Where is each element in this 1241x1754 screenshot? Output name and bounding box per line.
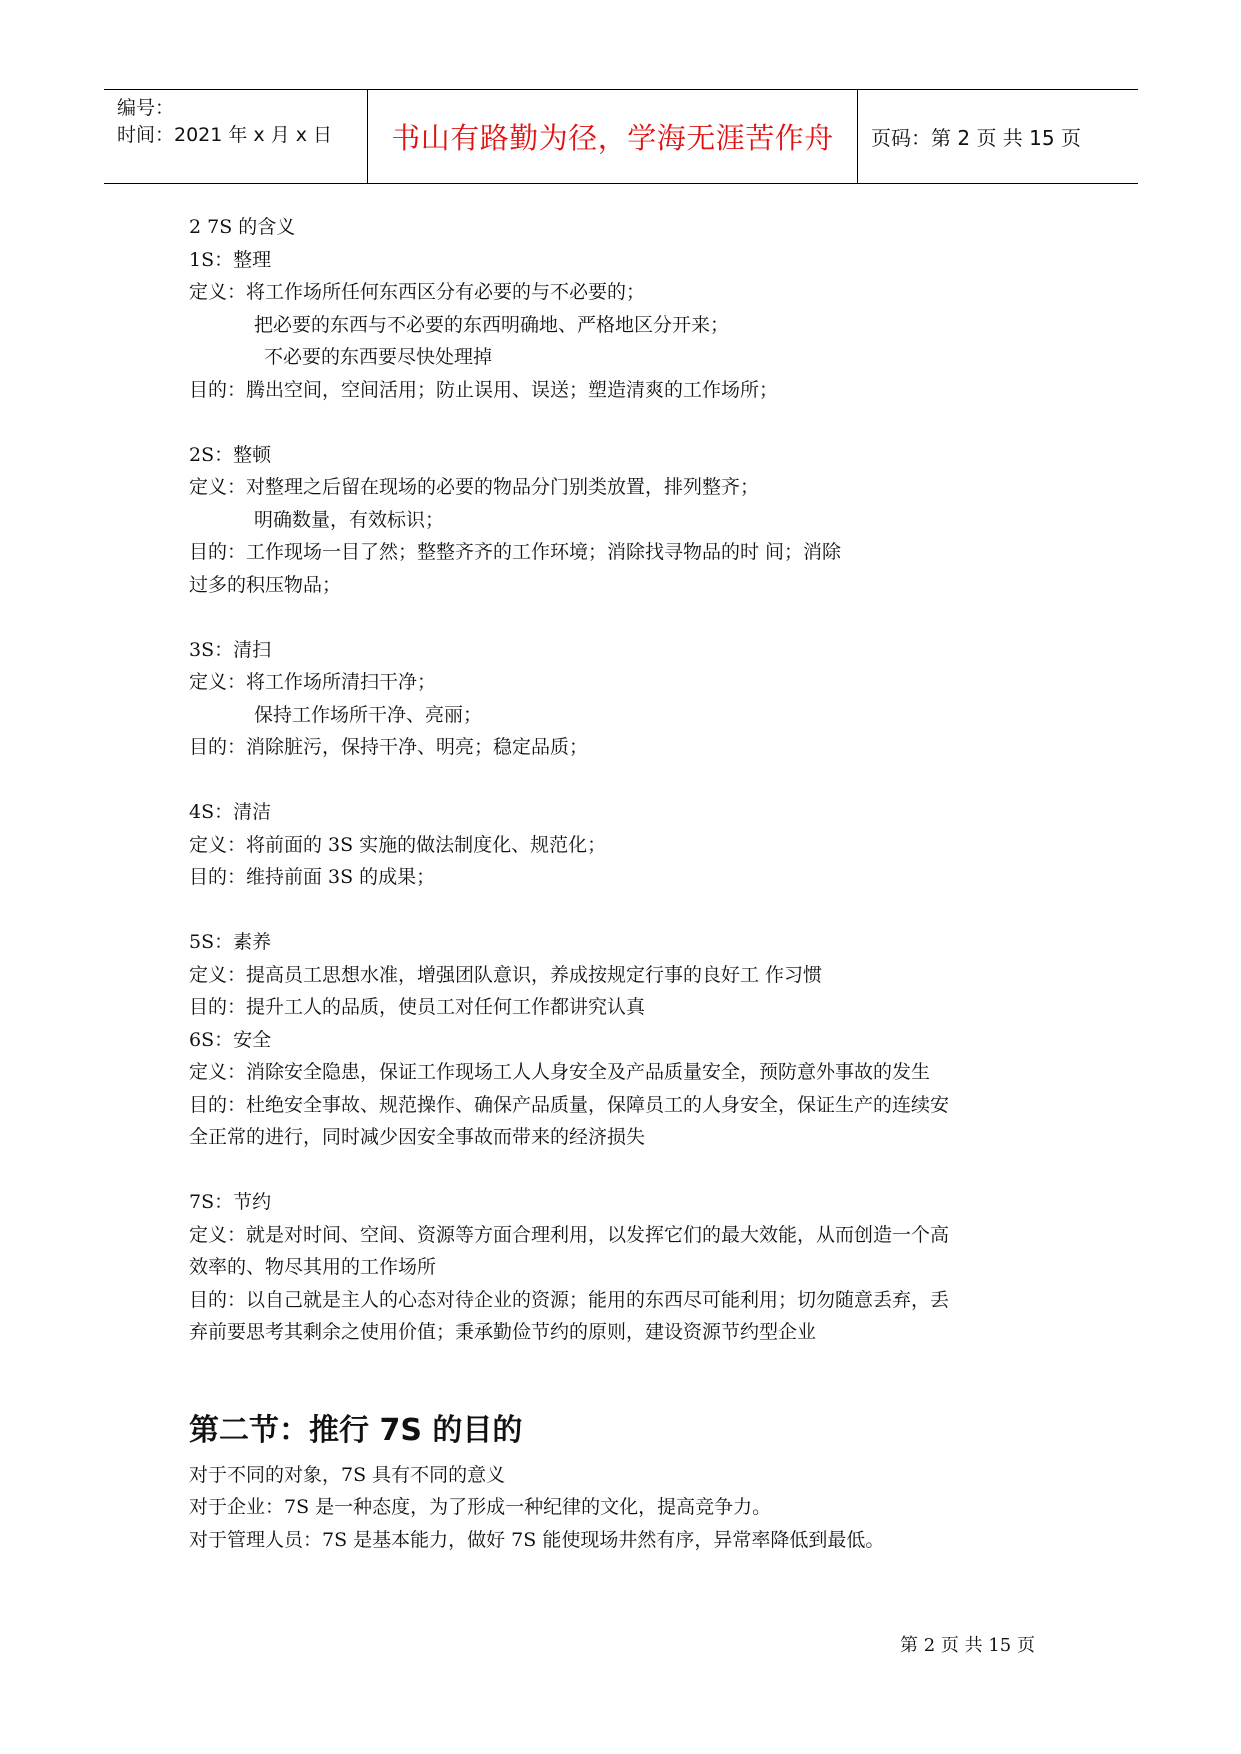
body-line: 过多的积压物品； [189, 573, 342, 596]
body-line: 目的：工作现场一目了然；整整齐齐的工作环境；消除找寻物品的时 间；消除 [189, 541, 842, 563]
body-line: 定义：对整理之后留在现场的必要的物品分门别类放置，排列整齐； [189, 476, 760, 498]
body-line: 1S：整理 [189, 248, 272, 271]
blank-line [189, 894, 1049, 927]
document-body [189, 211, 1049, 1556]
body-line: 效率的、物尽其用的工作场所 [189, 1256, 437, 1278]
body-line: 定义：将工作场所任何东西区分有必要的与不必要的； [189, 281, 646, 303]
body-line: 定义：消除安全隐患，保证工作现场工人人身安全及产品质量安全，预防意外事故的发生 [189, 1061, 931, 1083]
date-label: 时间：2021 年 x 月 x 日 [117, 124, 333, 146]
blank-line [189, 601, 1049, 634]
header-meta-cell [104, 90, 368, 183]
body-line: 定义：将工作场所清扫干净； [189, 671, 437, 693]
section-heading: 第二节：推行 7S 的目的 [189, 1412, 523, 1448]
blank-line [189, 1154, 1049, 1187]
section-body [189, 1459, 1049, 1557]
body-line: 定义：就是对时间、空间、资源等方面合理利用，以发挥它们的最大效能，从而创造一个高 [189, 1223, 950, 1246]
page-header [104, 89, 1138, 184]
header-motto-cell [368, 90, 858, 183]
body-line: 把必要的东西与不必要的东西明确地、严格地区分开来； [254, 313, 730, 336]
body-line: 目的：杜绝安全事故、规范操作、确保产品质量，保障员工的人身安全，保证生产的连续安 [189, 1093, 950, 1116]
blank-line [189, 764, 1049, 797]
body-line: 定义：将前面的 3S 实施的做法制度化、规范化； [189, 833, 607, 856]
body-line: 明确数量，有效标识； [254, 508, 445, 531]
body-line: 目的：提升工人的品质，使员工对任何工作都讲究认真 [189, 996, 646, 1018]
body-line: 保持工作场所干净、亮丽； [254, 703, 483, 726]
body-line: 不必要的东西要尽快处理掉 [264, 346, 493, 368]
section-line: 对于管理人员：7S 是基本能力，做好 7S 能使现场井然有序，异常率降低到最低。 [189, 1528, 885, 1551]
header-page-cell [858, 90, 1138, 183]
motto-text: 书山有路勤为径，学海无涯苦作舟 [391, 121, 834, 155]
body-line: 3S：清扫 [189, 638, 272, 661]
body-line: 目的：以自己就是主人的心态对待企业的资源；能用的东西尽可能利用；切勿随意丢弃，丢 [189, 1288, 950, 1311]
body-line: 目的：腾出空间，空间活用；防止误用、误送；塑造清爽的工作场所； [189, 378, 779, 401]
body-line: 2S：整顿 [189, 443, 272, 466]
body-line: 定义：提高员工思想水准，增强团队意识，养成按规定行事的良好工 作习惯 [189, 963, 823, 986]
body-line: 全正常的进行，同时减少因安全事故而带来的经济损失 [189, 1126, 646, 1148]
header-page-number: 页码：第 2 页 共 15 页 [871, 126, 1081, 150]
body-line: 5S：素养 [189, 931, 272, 953]
body-line: 4S：清洁 [189, 801, 272, 823]
section-line: 对于企业：7S 是一种态度，为了形成一种纪律的文化，提高竞争力。 [189, 1496, 772, 1518]
body-line: 弃前要思考其剩余之使用价值；秉承勤俭节约的原则，建设资源节约型企业 [189, 1321, 817, 1343]
body-line: 7S：节约 [189, 1191, 272, 1213]
page-footer: 第 2 页 共 15 页 [900, 1635, 1035, 1656]
body-line: 目的：维持前面 3S 的成果； [189, 866, 436, 888]
section-line: 对于不同的对象，7S 具有不同的意义 [189, 1463, 506, 1486]
body-line: 6S：安全 [189, 1028, 272, 1051]
body-line: 目的：消除脏污，保持干净、明亮；稳定品质； [189, 736, 589, 758]
body-lines [189, 211, 1049, 1349]
body-line: 2 7S 的含义 [189, 216, 296, 238]
blank-line [189, 406, 1049, 439]
document-number-label: 编号： [117, 97, 175, 119]
